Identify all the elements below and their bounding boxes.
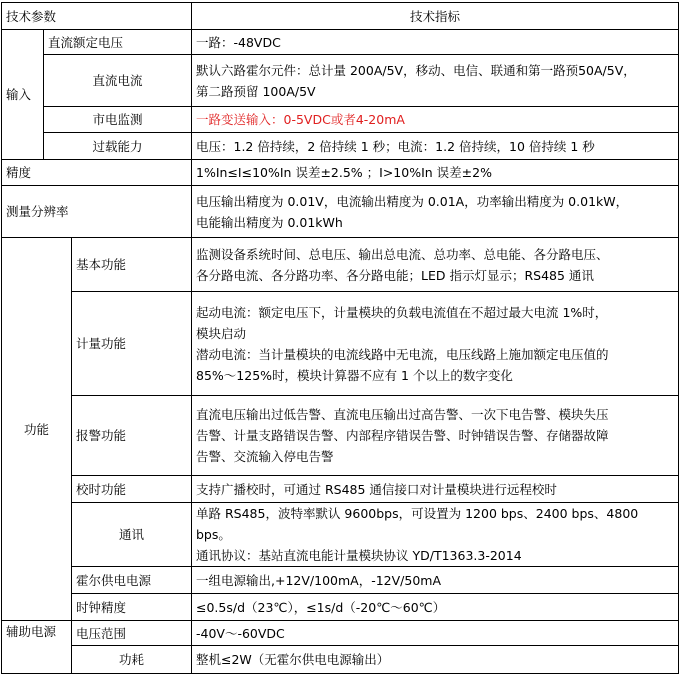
param-name: 通讯 xyxy=(72,503,192,567)
param-value: 默认六路霍尔元件：总计量 200A/5V，移动、电信、联通和第一路预50A/5V， 第二路预留 100A/5V xyxy=(192,55,679,107)
table-row xyxy=(2,133,679,160)
table-row xyxy=(2,107,679,133)
param-name: 基本功能 xyxy=(72,238,192,292)
spec-table xyxy=(1,2,679,674)
param-value: 一路：-48VDC xyxy=(192,30,679,55)
table-row xyxy=(2,55,679,107)
table-row xyxy=(2,292,679,396)
param-name: 直流电流 xyxy=(44,55,192,107)
param-name: 报警功能 xyxy=(72,396,192,476)
param-value: ≤0.5s/d（23℃），≤1s/d（-20℃～60℃） xyxy=(192,594,679,621)
param-value: -40V～-60VDC xyxy=(192,621,679,646)
header-row xyxy=(2,3,679,30)
param-value: 单路 RS485，波特率默认 9600bps，可设置为 1200 bps、2400 bps、4800 bps。 通讯协议：基站直流电能计量模块协议 YD/T1363.3-2014 xyxy=(192,503,679,567)
param-value: 一路变送输入：0-5VDC或者4-20mA xyxy=(192,107,679,133)
param-value: 1%In≤I≤10%In 误差±2.5% ；I>10%In 误差±2% xyxy=(192,160,679,186)
param-name: 计量功能 xyxy=(72,292,192,396)
param-value: 监测设备系统时间、总电压、输出总电流、总功率、总电能、各分路电压、 各分路电流、各分路功率、各分路电能；LED 指示灯显示；RS485 通讯 xyxy=(192,238,679,292)
param-name: 时钟精度 xyxy=(72,594,192,621)
param-value: 起动电流：额定电压下，计量模块的负载电流值在不超过最大电流 1%时， 模块启动 潜动电流：当计量模块的电流线路中无电流，电压线路上施加额定电压值的 85%～125%时，模块计算器不应有 1 个以上的数字变化 xyxy=(192,292,679,396)
group-label-aux: 辅助电源 xyxy=(2,621,72,674)
table-row xyxy=(2,238,679,292)
param-value: 直流电压输出过低告警、直流电压输出过高告警、一次下电告警、模块失压 告警、计量支路错误告警、内部程序错误告警、时钟错误告警、存储器故障 告警、交流输入停电告警 xyxy=(192,396,679,476)
param-name: 过载能力 xyxy=(44,133,192,160)
table-row xyxy=(2,476,679,503)
table-row xyxy=(2,503,679,567)
group-label-input: 输入 xyxy=(2,30,44,160)
header-param: 技术参数 xyxy=(2,3,192,30)
param-name: 测量分辨率 xyxy=(2,186,192,238)
table-row xyxy=(2,646,679,674)
header-spec: 技术指标 xyxy=(192,3,679,30)
table-row xyxy=(2,186,679,238)
param-name: 霍尔供电电源 xyxy=(72,567,192,594)
param-value: 支持广播校时，可通过 RS485 通信接口对计量模块进行远程校时 xyxy=(192,476,679,503)
param-name: 市电监测 xyxy=(44,107,192,133)
table-row xyxy=(2,567,679,594)
table-row xyxy=(2,160,679,186)
param-value: 电压输出精度为 0.01V，电流输出精度为 0.01A，功率输出精度为 0.01kW， 电能输出精度为 0.01kWh xyxy=(192,186,679,238)
table-row xyxy=(2,396,679,476)
param-name: 校时功能 xyxy=(72,476,192,503)
param-value: 电压：1.2 倍持续，2 倍持续 1 秒；电流：1.2 倍持续，10 倍持续 1 秒 xyxy=(192,133,679,160)
table-row xyxy=(2,30,679,55)
param-name: 精度 xyxy=(2,160,192,186)
table-row xyxy=(2,621,679,646)
param-value: 一组电源输出,+12V/100mA，-12V/50mA xyxy=(192,567,679,594)
param-name: 直流额定电压 xyxy=(44,30,192,55)
param-value: 整机≤2W（无霍尔供电电源输出） xyxy=(192,646,679,674)
table-row xyxy=(2,594,679,621)
param-name: 电压范围 xyxy=(72,621,192,646)
param-name: 功耗 xyxy=(72,646,192,674)
group-label-function: 功能 xyxy=(2,238,72,621)
